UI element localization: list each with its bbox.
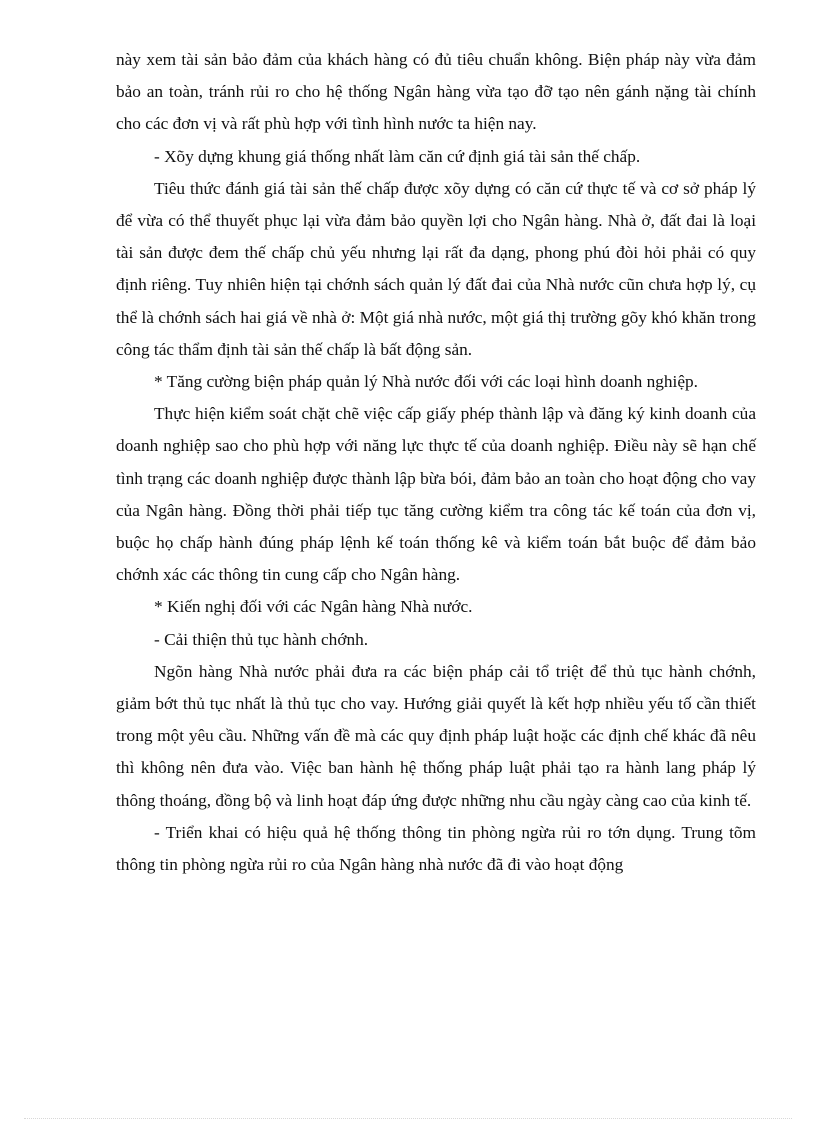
paragraph-credit-risk-info: - Triển khai có hiệu quả hệ thống thông tin phòng ngừa rủi ro tớn dụng. Trung tõm thông tin phòng ngừa rủi ro của Ngân hàng nhà nước đã đi vào hoạt động — [116, 822, 756, 875]
paragraph-recommendations-heading: * Kiến nghị đối với các Ngân hàng Nhà nước. — [154, 597, 473, 617]
paragraph-state-management-heading: * Tăng cường biện pháp quản lý Nhà nước đối với các loại hình doanh nghiệp. — [154, 372, 698, 392]
paragraph-business-control: Thực hiện kiểm soát chặt chẽ việc cấp giấy phép thành lập và đăng ký kinh doanh của doanh nghiệp sao cho phù hợp với năng lực thực tế của doanh nghiệp. Điều này sẽ hạn chế tình trạng các doanh nghiệp được thành lập bừa bói, đảm bảo an toàn cho hoạt động cho vay của Ngân hàng. Đồng thời phải tiếp tục tăng cường kiểm tra công tác kế toán của đơn vị, buộc họ chấp hành đúng pháp lệnh kế toán thống kê và kiểm toán bắt buộc để đảm bảo chớnh xác các thông tin cung cấp cho Ngân hàng. — [116, 404, 756, 585]
page-bottom-divider — [24, 1118, 792, 1119]
document-page — [116, 44, 756, 881]
paragraph-admin-reform: Ngõn hàng Nhà nước phải đưa ra các biện pháp cải tổ triệt để thủ tục hành chớnh, giảm bớt thủ tục nhất là thủ tục cho vay. Hướng giải quyết là kết hợp nhiều yếu tố cần thiết trong một yêu cầu. Những vấn đề mà các quy định pháp luật hoặc các định chế khác đã nêu thì không nên đưa vào. Việc ban hành hệ thống pháp luật phải tạo ra hành lang pháp lý thông thoáng, đồng bộ và linh hoạt đáp ứng được những nhu cầu ngày càng cao của kinh tế. — [116, 661, 756, 810]
paragraph-collateral-criteria: Tiêu thức đánh giá tài sản thế chấp được xõy dựng có căn cứ thực tế và cơ sở pháp lý để vừa có thể thuyết phục lại vừa đảm bảo quyền lợi cho Ngân hàng. Nhà ở, đất đai là loại tài sản được đem thế chấp chủ yếu nhưng lại rất đa dạng, phong phú đòi hỏi phải có quy định riêng. Tuy nhiên hiện tại chớnh sách quản lý đất đai của Nhà nước cũn chưa hợp lý, cụ thể là chớnh sách hai giá về nhà ở: Một giá nhà nước, một giá thị trường gõy khó khăn trong công tác thẩm định tài sản thế chấp là bất động sản. — [116, 178, 756, 359]
paragraph-collateral-pricing-heading: - Xõy dựng khung giá thống nhất làm căn cứ định giá tài sản thế chấp. — [154, 146, 641, 166]
paragraph-admin-procedures-heading: - Cải thiện thủ tục hành chớnh. — [154, 629, 369, 649]
paragraph-continuation: này xem tài sản bảo đảm của khách hàng có đủ tiêu chuẩn không. Biện pháp này vừa đảm bảo an toàn, tránh rủi ro cho hệ thống Ngân hàng vừa tạo đỡ tạo nên gánh nặng tài chính cho các đơn vị và rất phù hợp với tình hình nước ta hiện nay. — [116, 50, 756, 134]
